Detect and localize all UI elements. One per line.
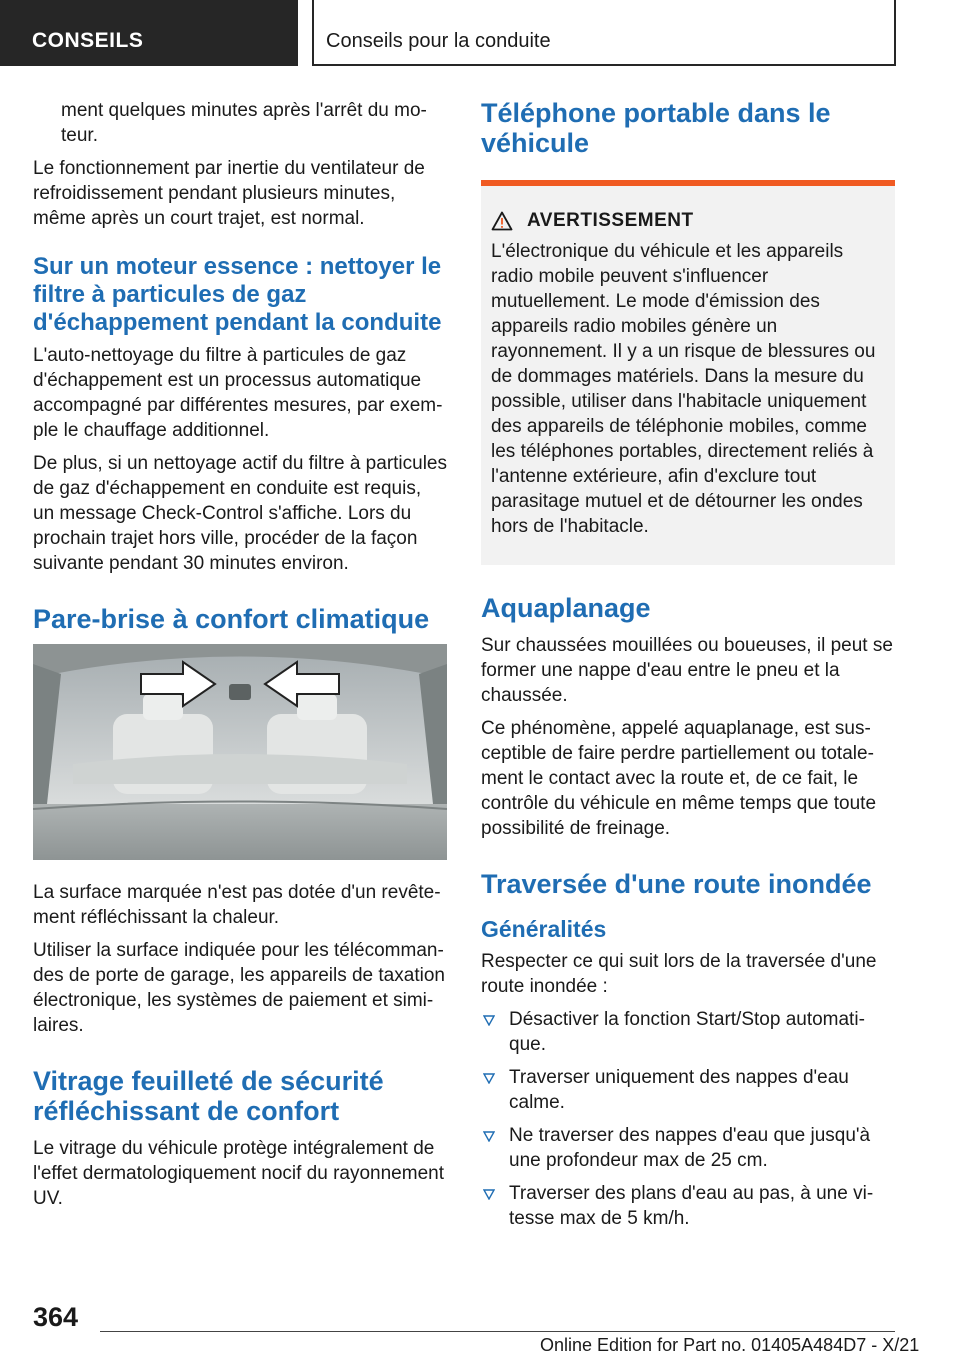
left-column bbox=[33, 98, 447, 1219]
warning-header bbox=[491, 208, 885, 233]
windshield-photo bbox=[33, 644, 447, 860]
aquaplaning-heading: Aquaplanage bbox=[481, 593, 651, 623]
list-item bbox=[481, 1123, 895, 1173]
glass-paragraph: Le vitrage du véhicule protège intégralement de l'effet dermatologiquement nocif du rayonnement UV. bbox=[33, 1138, 444, 1209]
section-tab: CONSEILS bbox=[0, 0, 298, 66]
flood-bullet-list bbox=[481, 1007, 895, 1231]
page-header bbox=[0, 0, 960, 66]
general-paragraph: Respecter ce qui suit lors de la traversée d'une route inondée : bbox=[481, 951, 877, 997]
chapter-title: Conseils pour la conduite bbox=[312, 0, 896, 66]
list-item-text: Traverser des plans d'eau au pas, à une vitesse max de 5 km/h. bbox=[509, 1183, 874, 1229]
bullet-triangle-icon bbox=[483, 1073, 495, 1084]
bullet-triangle-icon bbox=[483, 1131, 495, 1142]
use-surface-paragraph: Utiliser la surface indiquée pour les télécommandes de porte de garage, les appareils de taxation électronique, les systèmes de paiement et similaires. bbox=[33, 940, 445, 1036]
footer-divider bbox=[100, 1331, 895, 1332]
right-column bbox=[481, 98, 895, 1239]
page-number: 364 bbox=[33, 1302, 79, 1332]
warning-box bbox=[481, 180, 895, 565]
bullet-triangle-icon bbox=[483, 1189, 495, 1200]
windshield-heading: Pare-brise à confort climatique bbox=[33, 604, 430, 634]
glass-heading: Vitrage feuilleté de sécurité réfléchissant de confort bbox=[33, 1066, 384, 1126]
continued-paragraph: ment quelques minutes après l'arrêt du moteur. bbox=[61, 100, 427, 146]
footer-edition: Online Edition for Part no. 01405A484D7 - X/21 bbox=[540, 1335, 920, 1355]
aquaplaning-paragraph-1: Sur chaussées mouillées ou boueuses, il peut se former une nappe d'eau entre le pneu et la chaussée. bbox=[481, 635, 893, 706]
warning-text: L'électronique du véhicule et les appareils radio mobile peuvent s'influencer mutuellement. Le mode d'émission des appareils radio mobiles génère un rayonnement. Il y a un risque de blessures ou de dommages matériels. Dans la mesure du possible, utiliser dans l'habitacle uniquement des appareils de téléphonie mobiles, comme les téléphones portables, directement reliés à l'antenne extérieure, afin d'exclure tout parasitage mutuel et de détourner les ondes hors de l'habitacle. bbox=[491, 241, 876, 537]
marked-surface-paragraph: La surface marquée n'est pas dotée d'un revêtement réfléchissant la chaleur. bbox=[33, 882, 441, 928]
list-item bbox=[481, 1181, 895, 1231]
filter-paragraph-1: L'auto-nettoyage du filtre à particules de gaz d'échappement est un processus automatique accompagné par différentes mesures, par exemple le chauffage additionnel. bbox=[33, 345, 443, 441]
filter-paragraph-2: De plus, si un nettoyage actif du filtre à particules de gaz d'échappement en conduite est requis, un message Check-Control s'affiche. Lors du prochain trajet hors ville, procéder de la façon suivante pendant 30 minutes environ. bbox=[33, 453, 448, 574]
warning-triangle-icon bbox=[491, 211, 513, 231]
bullet-triangle-icon bbox=[483, 1015, 495, 1026]
list-item bbox=[481, 1065, 895, 1115]
list-item-text: Ne traverser des nappes d'eau que jusqu'à une profondeur max de 25 cm. bbox=[509, 1125, 871, 1171]
filter-heading: Sur un moteur essence : nettoyer le filtre à particules de gaz d'échappement pendant la conduite bbox=[33, 253, 442, 336]
warning-title: AVERTISSEMENT bbox=[527, 210, 694, 231]
phone-heading: Téléphone portable dans le véhicule bbox=[481, 98, 831, 158]
general-subheading: Généralités bbox=[481, 916, 607, 942]
list-item-text: Traverser uniquement des nappes d'eau calme. bbox=[509, 1067, 849, 1113]
aquaplaning-paragraph-2: Ce phénomène, appelé aquaplanage, est susceptible de faire perdre partiellement ou totalement le contact avec la route et, de ce fait, le contrôle du véhicule en même temps que toute possibilité de freinage. bbox=[481, 718, 877, 839]
flooded-road-heading: Traversée d'une route inondée bbox=[481, 869, 872, 899]
list-item-text: Désactiver la fonction Start/Stop automatique. bbox=[509, 1009, 865, 1055]
list-item bbox=[481, 1007, 895, 1057]
fan-paragraph: Le fonctionnement par inertie du ventilateur de refroidissement pendant plusieurs minutes, même après un court trajet, est normal. bbox=[33, 158, 425, 229]
